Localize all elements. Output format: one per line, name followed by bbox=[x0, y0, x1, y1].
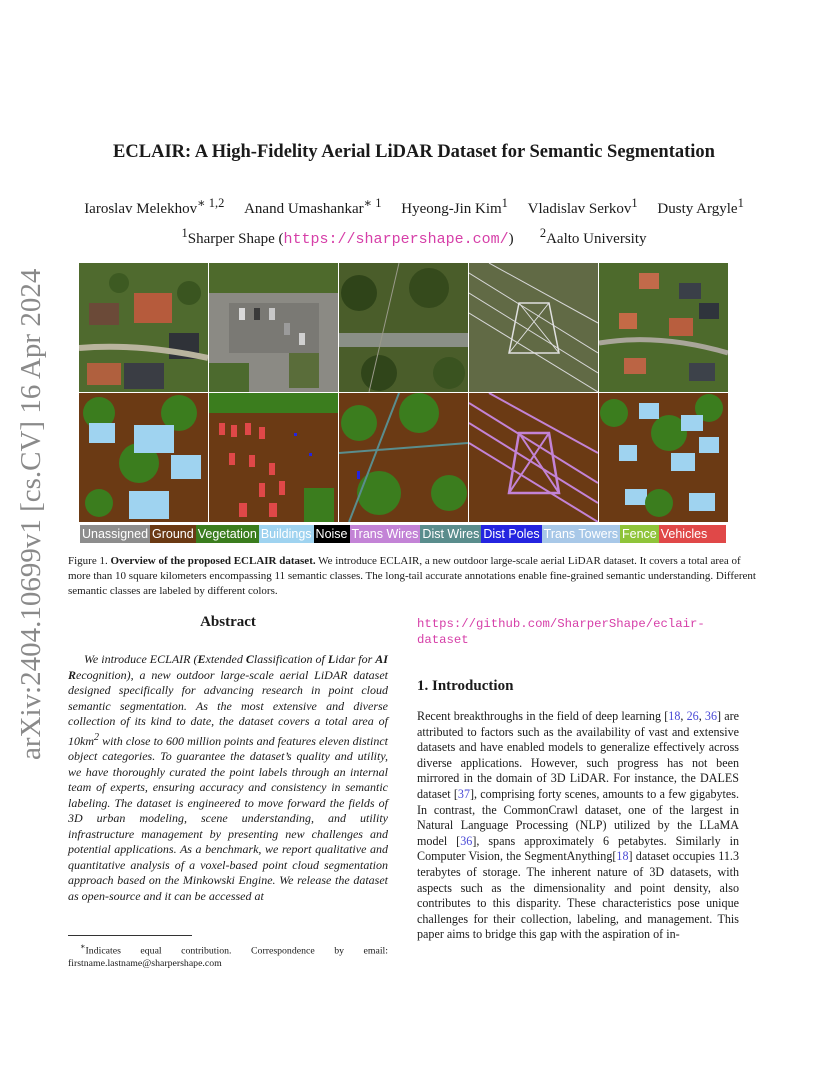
figure-1-image-grid bbox=[79, 263, 727, 543]
abstract-heading: Abstract bbox=[200, 614, 256, 630]
rgb-tile-5 bbox=[599, 263, 728, 392]
legend-buildings: Buildings bbox=[260, 527, 312, 541]
legend-unassigned: Unassigned bbox=[82, 527, 149, 541]
seg-tile-3 bbox=[339, 393, 468, 522]
citation-link[interactable]: 26 bbox=[686, 709, 699, 723]
paper-title: ECLAIR: A High-Fidelity Aerial LiDAR Dataset for Semantic Segmentation bbox=[113, 142, 715, 162]
legend-ground: Ground bbox=[152, 527, 194, 541]
footnote-rule bbox=[68, 935, 192, 936]
legend-dist-wires: Dist Wires bbox=[422, 527, 480, 541]
class-legend bbox=[80, 525, 726, 543]
legend-trans-wires: Trans Wires bbox=[351, 527, 419, 541]
author-4: Vladislav Serkov$^1$ bbox=[527, 196, 638, 217]
abstract-text: We introduce ECLAIR (Extended Classification of Lidar for AI Recognition), a new outdoor large-scale aerial LiDAR dataset designed specifically for advancing research in point cloud semantic segmentation. As the most extensive and diverse collection of its kind to date, the dataset covers a total area of $10km^2$ with close to 600 million points and features eleven distinct object categories. To guarantee the dataset’s quality and utility, we have thoroughly curated the point labels through an internal team of experts, ensuring accuracy and consistency in semantic labeling. The dataset is engineered to move forward the fields of 3D urban modeling, scene understanding, and utility infrastructure management by presenting new challenges and potential applications. As a benchmark, we report qualitative and quantitative analysis of a voxel-based point cloud segmentation approach based on the Minkowski Engine. We release the dataset as open-source and it can be accessed at bbox=[68, 652, 388, 903]
seg-tile-4 bbox=[469, 393, 598, 522]
intro-heading: 1. Introduction bbox=[417, 678, 514, 694]
citation-link[interactable]: 36 bbox=[704, 709, 718, 723]
legend-dist-poles: Dist Poles bbox=[483, 527, 540, 541]
author-5: Dusty Argyle$^1$ bbox=[657, 196, 744, 217]
rgb-tile-3 bbox=[339, 263, 468, 392]
citation-link[interactable]: 36 bbox=[460, 833, 473, 848]
legend-noise: Noise bbox=[315, 527, 348, 541]
rgb-tile-1 bbox=[79, 263, 208, 392]
legend-vehicles: Vehicles bbox=[659, 525, 726, 543]
arxiv-watermark: arXiv:2404.10699v1 [cs.CV] 16 Apr 2024 bbox=[15, 268, 47, 760]
author-3: Hyeong-Jin Kim$^1$ bbox=[401, 196, 508, 217]
seg-tile-5 bbox=[599, 393, 728, 522]
affiliations: $^1$Sharper Shape (https://sharpershape.com/) $^2$Aalto University bbox=[181, 226, 647, 248]
seg-tile-2 bbox=[209, 393, 338, 522]
legend-trans-towers: Trans Towers bbox=[543, 527, 618, 541]
author-2: Anand Umashankar$^{∗ 1}$ bbox=[244, 196, 382, 217]
citation-link[interactable]: 18 bbox=[616, 849, 629, 864]
rgb-tile-2 bbox=[209, 263, 338, 392]
github-link[interactable]: https://github.com/SharperShape/eclair-dataset bbox=[417, 617, 705, 647]
affiliation-url-link[interactable]: https://sharpershape.com/ bbox=[283, 231, 509, 248]
intro-text: Recent breakthroughs in the field of deep learning [18, 26, 36] are attributed to factors such as the availability of vast and extensive datasets and have enabled models to generalize effectively across diverse applications. However, such progress has not been mirrored in the domain of 3D LiDAR. For instance, the DALES dataset [37], comprising forty scenes, amounts to a few gigabytes. In contrast, the CommonCrawl dataset, one of the largest in Natural Language Processing (NLP) utilized by the LLaMA model [36], spans approximately 6 petabytes. Similarly in Computer Vision, the SegmentAnything[18] dataset occupies 11.3 terabytes of storage. The inherent nature of 3D datasets, with aspects such as the dimensionality and point density, also contributes to this disparity. These characteristics pose unique challenges for their collection, labeling, and management. This paper aims to bridge this gap with the aspiration of in- bbox=[417, 709, 740, 942]
citation-link[interactable]: 18 bbox=[668, 709, 681, 723]
author-1: Iaroslav Melekhov$^{∗ 1,2}$ bbox=[84, 196, 225, 217]
author-list bbox=[0, 195, 828, 218]
citation-link[interactable]: 37 bbox=[457, 786, 470, 801]
legend-vegetation: Vegetation bbox=[197, 527, 257, 541]
legend-fence: Fence bbox=[622, 527, 657, 541]
rgb-tile-4 bbox=[469, 263, 598, 392]
figure-caption: Figure 1. Overview of the proposed ECLAIR dataset. We introduce ECLAIR, a new outdoor large-scale aerial LiDAR dataset. It covers a total area of more than 10 square kilometers encompassing 11 semantic classes. The long-tail accurate annotations enable fine-grained semantic understanding. Different semantic classes are labeled by different colors. bbox=[68, 555, 756, 597]
footnote: ∗Indicates equal contribution. Correspondence by email: firstname.lastname@sharpershape.com bbox=[68, 942, 388, 970]
seg-tile-1 bbox=[79, 393, 208, 522]
